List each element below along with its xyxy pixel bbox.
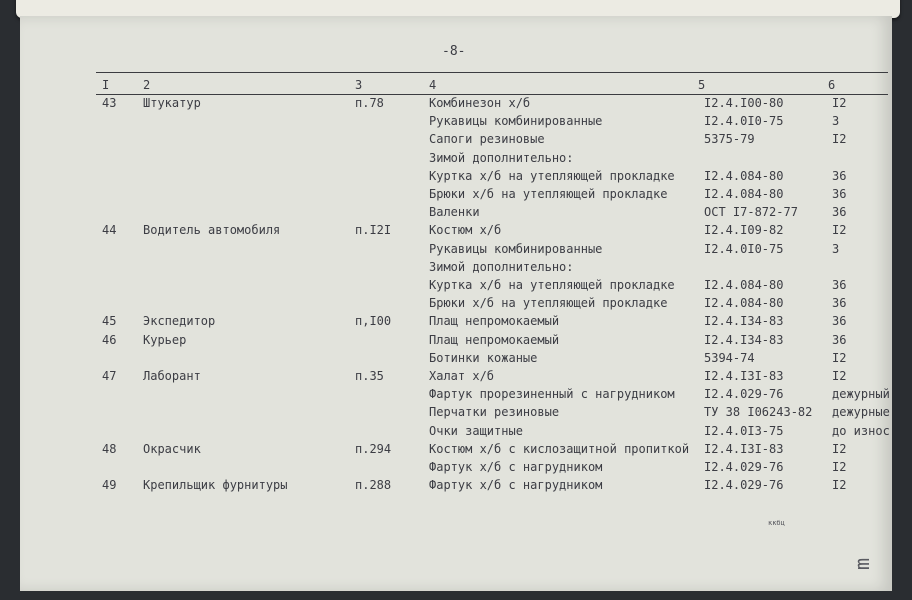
cell-number: 48: [102, 441, 117, 456]
table-row: [20, 130, 892, 148]
table-row: [20, 276, 892, 294]
cell-profession: Крепильщик фурнитуры: [143, 478, 288, 493]
cell-profession: Курьер: [143, 332, 187, 347]
cell-term: 36: [832, 278, 847, 292]
cell-standard: I2.4.084-80: [704, 278, 784, 292]
table-row: [20, 221, 892, 239]
cell-item: Халат х/б: [429, 369, 495, 383]
cell-standard: I2.4.I3I-83: [704, 369, 784, 383]
cell-term: I2: [832, 350, 847, 365]
cell-standard: ОСТ I7-872-77: [704, 205, 798, 220]
table-row: [20, 112, 892, 130]
table-row: [20, 367, 892, 385]
cell-term: 36: [832, 332, 847, 347]
cell-term: 36: [832, 205, 847, 220]
table-row: [20, 385, 892, 403]
cell-item: Куртка х/б на утепляющей прокладке: [429, 168, 675, 183]
table-row: [20, 349, 892, 367]
cell-term: до износ: [832, 423, 890, 438]
cell-term: I2: [832, 441, 847, 456]
cell-item: Сапоги резиновые: [429, 132, 545, 147]
cell-standard: 5394-74: [704, 350, 755, 365]
cell-item: Рукавицы комбинированные: [429, 241, 603, 256]
cell-item: Плащ непромокаемый: [429, 314, 560, 329]
table-row: [20, 476, 892, 494]
cell-standard: I2.4.I34-83: [704, 314, 784, 329]
cell-reference: п.78: [355, 96, 384, 110]
cell-item: Брюки х/б на утепляющей прокладке: [429, 296, 668, 311]
cell-item: Костюм х/б: [429, 223, 502, 238]
cell-profession: Экспедитор: [143, 314, 216, 329]
cell-standard: I2.4.029-76: [704, 387, 784, 402]
cell-standard: I2.4.0I3-75: [704, 423, 784, 438]
cell-reference: п.294: [355, 441, 392, 456]
table-row: [20, 403, 892, 421]
cell-number: 43: [102, 96, 117, 110]
cell-item: Фартук х/б с нагрудником: [429, 460, 603, 474]
table-row: [20, 258, 892, 276]
cell-term: 36: [832, 314, 847, 329]
cell-term: дежурный: [832, 387, 890, 402]
cell-profession: Окрасчик: [143, 441, 201, 456]
cell-reference: п,I00: [355, 314, 392, 329]
cell-item: Зимой дополнительно:: [429, 150, 574, 165]
cell-standard: ТУ 38 I06243-82: [704, 405, 813, 420]
cell-term: 36: [832, 296, 847, 311]
cell-reference: п.35: [355, 369, 384, 383]
table-top-rule: [96, 72, 888, 73]
cell-reference: п.288: [355, 478, 392, 493]
stamp-mark: ккбц: [768, 519, 785, 527]
cell-item: Куртка х/б на утепляющей прокладке: [429, 278, 675, 292]
column-header-2: 2: [143, 78, 151, 92]
cell-term: I2: [832, 478, 847, 493]
cell-item: Фартук прорезиненный с нагрудником: [429, 387, 675, 402]
cell-term: I2: [832, 460, 847, 474]
cell-profession: Штукатур: [143, 96, 201, 110]
cell-profession: Водитель автомобиля: [143, 223, 281, 238]
cell-item: Комбинезон х/б: [429, 96, 531, 110]
cell-standard: I2.4.029-76: [704, 460, 784, 474]
cell-profession: Лаборант: [143, 369, 201, 383]
cell-reference: п.I2I: [355, 223, 392, 238]
cell-term: I2: [832, 96, 847, 110]
cell-term: 36: [832, 187, 847, 201]
cell-term: 3: [832, 114, 840, 129]
cell-standard: I2.4.084-80: [704, 187, 784, 201]
table-row: [20, 312, 892, 330]
cell-term: I2: [832, 223, 847, 238]
cell-item: Плащ непромокаемый: [429, 332, 560, 347]
table-row: [20, 440, 892, 458]
table-row: [20, 331, 892, 349]
cell-term: I2: [832, 369, 847, 383]
cell-item: Очки защитные: [429, 423, 523, 438]
column-header-3: 3: [355, 78, 363, 92]
cell-standard: I2.4.I00-80: [704, 96, 784, 110]
cell-term: I2: [832, 132, 847, 147]
table-row: [20, 240, 892, 258]
column-header-1: I: [102, 78, 110, 92]
cell-standard: I2.4.084-80: [704, 296, 784, 311]
cell-item: Костюм х/б с кислозащитной пропиткой: [429, 441, 690, 456]
cell-standard: I2.4.0I0-75: [704, 114, 784, 129]
cell-item: Рукавицы комбинированные: [429, 114, 603, 129]
cell-standard: I2.4.I34-83: [704, 332, 784, 347]
cell-term: дежурные: [832, 405, 890, 420]
cell-item: Фартук х/б с нагрудником: [429, 478, 603, 493]
cell-item: Ботинки кожаные: [429, 350, 538, 365]
cell-number: 46: [102, 332, 117, 347]
cell-term: 36: [832, 168, 847, 183]
cell-number: 44: [102, 223, 117, 238]
table-row: [20, 149, 892, 167]
cell-number: 49: [102, 478, 117, 493]
cell-number: 45: [102, 314, 117, 329]
column-header-4: 4: [429, 78, 437, 92]
cell-item: Брюки х/б на утепляющей прокладке: [429, 187, 668, 201]
column-header-6: 6: [828, 78, 836, 92]
table-row: [20, 294, 892, 312]
cell-item: Зимой дополнительно:: [429, 259, 574, 274]
document-page: [20, 16, 892, 591]
table-row: [20, 167, 892, 185]
column-header-5: 5: [698, 78, 706, 92]
table-row: [20, 422, 892, 440]
cell-standard: 5375-79: [704, 132, 755, 147]
cell-standard: I2.4.084-80: [704, 168, 784, 183]
cell-standard: I2.4.I09-82: [704, 223, 784, 238]
table-row: [20, 185, 892, 203]
cell-item: Валенки: [429, 205, 480, 220]
cell-standard: I2.4.029-76: [704, 478, 784, 493]
cell-number: 47: [102, 369, 117, 383]
cell-item: Перчатки резиновые: [429, 405, 560, 420]
table-row: [20, 203, 892, 221]
cell-standard: I2.4.0I0-75: [704, 241, 784, 256]
cell-term: 3: [832, 241, 840, 256]
cell-standard: I2.4.I3I-83: [704, 441, 784, 456]
table-row: [20, 458, 892, 476]
table-row: [20, 94, 892, 112]
handwritten-margin-mark: m: [850, 557, 875, 571]
page-number: -8-: [442, 44, 466, 59]
